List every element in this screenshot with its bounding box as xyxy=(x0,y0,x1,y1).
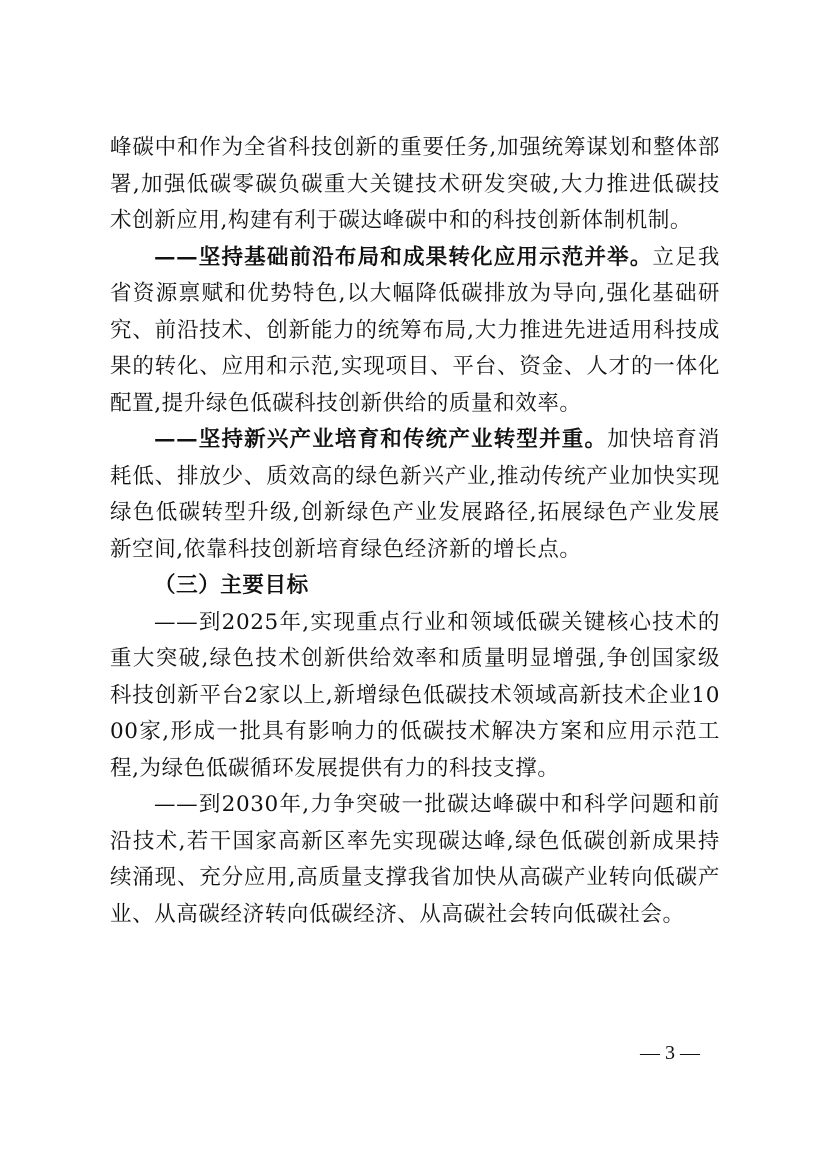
paragraph-text: 加快培育消耗低、排放少、质效高的绿色新兴产业,推动传统产业加快实现绿色低碳转型升级,创新绿色产业发展路径,拓展绿色产业发展新空间,依靠科技创新培育绿色经济新的增长点。 xyxy=(110,427,720,562)
goal-text: ——到2025年,实现重点行业和领域低碳关键核心技术的重大突破,绿色技术创新供给效率和质量明显增强,争创国家级科技创新平台2家以上,新增绿色低碳技术领域高新技术企业1000家,形成一批具有影响力的低碳技术解决方案和应用示范工程,为绿色低碳循环发展提供有力的科技支撑。 xyxy=(110,609,720,781)
section-heading-main-goals: （三）主要目标 xyxy=(154,573,309,598)
paragraph-text: 峰碳中和作为全省科技创新的重要任务,加强统筹谋划和整体部署,加强低碳零碳负碳重大关键技术研发突破,大力推进低碳技术创新应用,构建有利于碳达峰碳中和的科技创新体制机制。 xyxy=(110,135,720,233)
page-number: — 3 — xyxy=(640,1042,700,1064)
principle-heading: ——坚持新兴产业培育和传统产业转型并重。 xyxy=(154,427,608,452)
paragraph-principle-industry xyxy=(110,422,720,568)
goal-2030 xyxy=(110,787,720,933)
principle-heading: ——坚持基础前沿布局和成果转化应用示范并举。 xyxy=(154,244,653,270)
paragraph-intro-continued xyxy=(110,130,720,240)
paragraph-principle-basic-research xyxy=(110,240,720,423)
goal-text: ——到2030年,力争突破一批碳达峰碳中和科学问题和前沿技术,若干国家高新区率先实现碳达峰,绿色低碳创新成果持续涌现、充分应用,高质量支撑我省加快从高碳产业转向低碳产业、从高碳经济转向低碳经济、从高碳社会转向低碳社会。 xyxy=(110,792,720,927)
goal-2025 xyxy=(110,605,720,788)
paragraph-text: 立足我省资源禀赋和优势特色,以大幅降低碳排放为导向,强化基础研究、前沿技术、创新能力的统筹布局,大力推进先进适用科技成果的转化、应用和示范,实现项目、平台、资金、人才的一体化配置,提升绿色低碳科技创新供给的质量和效率。 xyxy=(110,244,720,416)
document-body xyxy=(110,130,720,933)
